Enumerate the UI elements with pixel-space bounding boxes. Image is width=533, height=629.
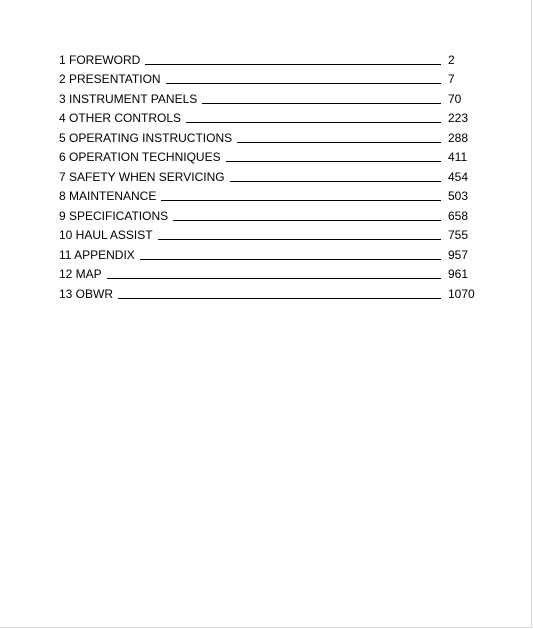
toc-entry-page: 658: [448, 208, 469, 223]
table-of-contents: [59, 48, 479, 302]
toc-entry-page: 503: [448, 189, 469, 203]
toc-entry-appendix[interactable]: [59, 243, 479, 263]
toc-entry-instrument-panels[interactable]: [59, 87, 479, 107]
toc-leader-line: [118, 298, 441, 299]
toc-entry-specifications[interactable]: [59, 204, 479, 224]
toc-entry-title: 12 MAP: [59, 267, 102, 281]
toc-leader-line: [186, 122, 441, 123]
toc-entry-operation-techniques[interactable]: [59, 146, 479, 166]
toc-entry-page: 2: [448, 52, 455, 67]
toc-entry-page: 961: [448, 267, 469, 281]
toc-entry-title: 5 OPERATING INSTRUCTIONS: [59, 130, 233, 145]
toc-leader-line: [202, 103, 441, 104]
toc-entry-title: 3 INSTRUMENT PANELS: [59, 91, 198, 106]
toc-leader-line: [173, 220, 441, 221]
toc-entry-page: 70: [448, 91, 462, 106]
toc-entry-page: 7: [448, 72, 455, 86]
toc-leader-line: [230, 181, 441, 182]
toc-entry-title: 1 FOREWORD: [59, 52, 141, 67]
toc-entry-title: 9 SPECIFICATIONS: [59, 208, 169, 223]
toc-entry-page: 411: [448, 150, 468, 164]
toc-entry-title: 10 HAUL ASSIST: [59, 228, 153, 242]
toc-leader-line: [226, 161, 441, 162]
toc-entry-operating-instructions[interactable]: [59, 126, 479, 146]
toc-entry-safety-when-servicing[interactable]: [59, 165, 479, 185]
toc-entry-page: 957: [448, 247, 469, 262]
toc-entry-presentation[interactable]: [59, 68, 479, 88]
toc-entry-page: 755: [448, 228, 469, 242]
toc-entry-page: 223: [448, 111, 469, 125]
toc-entry-title: 13 OBWR: [59, 286, 114, 301]
toc-entry-page: 1070: [448, 286, 475, 301]
toc-entry-title: 11 APPENDIX: [59, 247, 135, 262]
toc-entry-obwr[interactable]: [59, 282, 479, 302]
toc-entry-title: 7 SAFETY WHEN SERVICING: [59, 169, 225, 184]
toc-entry-other-controls[interactable]: [59, 107, 479, 127]
toc-entry-foreword[interactable]: [59, 48, 479, 68]
toc-leader-line: [140, 259, 441, 260]
toc-leader-line: [107, 278, 441, 279]
toc-entry-maintenance[interactable]: [59, 185, 479, 205]
toc-entry-page: 454: [448, 169, 469, 184]
toc-leader-line: [237, 142, 441, 143]
toc-entry-page: 288: [448, 130, 469, 145]
toc-entry-title: 8 MAINTENANCE: [59, 189, 157, 203]
toc-leader-line: [166, 83, 441, 84]
toc-leader-line: [161, 200, 441, 201]
toc-entry-haul-assist[interactable]: [59, 224, 479, 244]
toc-entry-title: 2 PRESENTATION: [59, 72, 161, 86]
toc-entry-title: 4 OTHER CONTROLS: [59, 111, 182, 125]
toc-leader-line: [158, 239, 441, 240]
toc-leader-line: [145, 64, 441, 65]
toc-entry-title: 6 OPERATION TECHNIQUES: [59, 150, 221, 164]
toc-entry-map[interactable]: [59, 263, 479, 283]
